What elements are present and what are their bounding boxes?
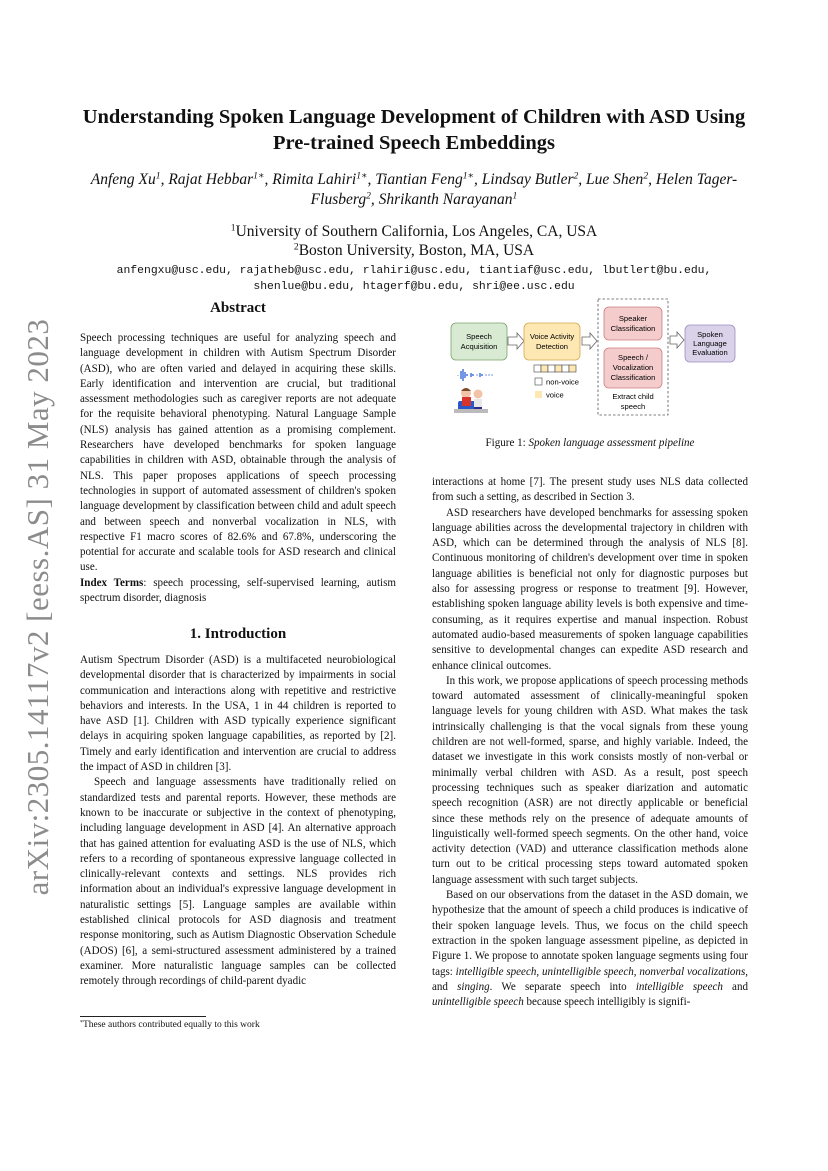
author: Helen Tager-Flusberg$^2$, bbox=[310, 171, 738, 208]
arxiv-stamp bbox=[10, 318, 66, 896]
box-label: Spoken bbox=[697, 330, 723, 339]
box-label: Speaker bbox=[618, 314, 648, 323]
footnote: *These authors contributed equally to this work bbox=[80, 1019, 260, 1030]
speaker-classification-box bbox=[604, 307, 662, 340]
speech-acquisition-box bbox=[451, 323, 507, 360]
abstract bbox=[80, 331, 396, 606]
author: Shrikanth Narayanan$^1$ bbox=[378, 190, 518, 208]
author: Rimita Lahiri$^{1∗}$, bbox=[272, 170, 376, 188]
author: Anfeng Xu$^1$, bbox=[90, 170, 169, 188]
box-label: Classification bbox=[610, 373, 656, 382]
arrow-icon bbox=[582, 333, 597, 349]
index-terms: Index Terms: speech processing, self-supervised learning, autism spectrum disorder, diagnosis bbox=[80, 576, 396, 605]
paragraph: interactions at home [7]. The present study uses NLS data collected from such a setting, as described in Section 3. bbox=[432, 476, 748, 504]
box-label: Acquisition bbox=[460, 342, 498, 351]
waveform-icon bbox=[458, 369, 492, 381]
intro-heading: 1. Introduction bbox=[189, 626, 287, 642]
paragraph: Based on our observations from the dataset in the ASD domain, we hypothesize that the amount of speech a child produces is indicative of their spoken language levels. Thus, we focus on the child speech extraction in the spoken language assessment pipeline, as depicted in Figure 1. We propose to annotate spoken language segments using four tags: intelligible speech, unintelligible speech, nonverbal vocalizations, and singing. We separate speech into intelligible speech and unintelligible speech because speech intelligibly is signifi- bbox=[432, 889, 749, 1009]
abstract-text: Speech processing techniques are useful for analyzing speech and language development in children with Autism Spectrum Disorder (ASD), who are often varied and delayed in acquiring these skills. Early identification and intervention are crucial, but traditional assessment methodologies such as caregiver reports are not adequate for the requisite behavioral phenotyping. Natural Language Sample (NLS) analysis has gained attention as a promising complement. Researchers have developed benchmarks for spoken language capabilities in children with ASD, obtainable through the analysis of NLS. This paper proposes applications of speech processing technologies in support of automated assessment of children's spoken language development by classification between child and adult speech and between speech and nonverbal vocalization in NLS, with respective F1 macro scores of 82.6% and 67.8%, underscoring the potential for accurate and scalable tools for ASD research and clinical use. bbox=[80, 332, 396, 574]
arxiv-identifier: arXiv:2305.14117v2 [eess.AS] 31 May 2023 bbox=[20, 318, 55, 896]
email-line: shenlue@bu.edu, htagerf@bu.edu, shri@ee.usc.edu bbox=[253, 281, 575, 293]
legend bbox=[535, 378, 579, 400]
affiliations bbox=[80, 222, 748, 260]
paragraph: Autism Spectrum Disorder (ASD) is a multifaceted neurobiological developmental disorder that is characterized by impairments in social communication and interactions along with repetitive and restrictive behaviors and interests. In the USA, 1 in 44 children is reported to have ASD [1]. Children with ASD typically experience significant delays in acquiring spoken language capabilities, as reported by [2]. Timely and early identification and intervention are crucial to address the impact of ASD in children [3]. bbox=[80, 654, 396, 774]
paper-title bbox=[80, 104, 748, 156]
box-label: Classification bbox=[610, 324, 656, 333]
vad-box bbox=[524, 323, 580, 360]
paragraph: In this work, we propose applications of speech processing methods toward automated assessment of clinically-meaningful spoken language levels for young children with ASD. What makes the task intrinsically challenging is that the vocal signals from these young children are not well-formed, sparse, and highly variable. Indeed, the dataset we investigate in this work consists mostly of non-verbal or minimally verbal children with ASD. As a result, post speech processing techniques such as speaker diarization and automatic speech recognition (ASR) are not directly applicable or beneficial since these methods rely on the presence of adequate amounts of linguistically well-formed speech segments. On the other hand, voice activity detection (VAD) and utterance classification methods alone turn out to be critical processing steps toward automated spoken language assessment with such target subjects. bbox=[432, 674, 748, 886]
box-label: Detection bbox=[535, 342, 569, 351]
intro-section bbox=[80, 653, 396, 990]
extract-label: Extract child bbox=[612, 392, 654, 401]
paragraph: ASD researchers have developed benchmarks for assessing spoken language abilities across the developmental trajectory in children with ASD, which can be determined through the analysis of NLS [8]. Continuous monitoring of children's development over time in spoken language abilities is beneficial not only for diagnostic purposes but also for assessing progress or response to treatment [9]. However, establishing spoken language ability levels is both expensive and time-consuming, as it requires expertise and manual inspection. Robust automated audio-based measurements of spoken language capabilities sensitive to developmental changes can expedite ASD research and enhance clinical outcomes. bbox=[432, 506, 748, 672]
spoken-language-evaluation-box bbox=[685, 325, 735, 362]
author: Rajat Hebbar$^{1∗}$, bbox=[168, 170, 273, 188]
paragraph: Speech and language assessments have traditionally relied on standardized tests and parental reports. However, these methods are known to be inaccurate or subjective in the context of phenotyping, including language development in ASD [4]. An alternative approach that has gained attention for evaluating ASD is the use of NLS, which refers to a recording of spontaneous expressive language collected in clinically-relevant contexts and settings. NLS provides rich information about an individual's expressive language development in naturalistic settings [5]. Language samples are available within established clinical protocols for ASD diagnosis and treatment response monitoring, such as Autism Diagnostic Observation Schedule (ADOS) [6], a semi-structured assessment administered by a trained examiner. More naturalistic language samples can be collected remotely through recordings of child-parent dyadic bbox=[80, 776, 396, 988]
email-line: anfengxu@usc.edu, rajatheb@usc.edu, rlahiri@usc.edu, tiantiaf@usc.edu, lbutlert@bu.edu, bbox=[116, 265, 712, 277]
box-label: Speech bbox=[466, 332, 492, 341]
legend-label: voice bbox=[546, 390, 564, 400]
extract-label: speech bbox=[620, 402, 646, 411]
box-label: Language bbox=[693, 339, 727, 348]
author: Lue Shen$^2$, bbox=[586, 170, 656, 188]
author: Lindsay Butler$^2$, bbox=[481, 170, 587, 188]
affiliation: $^1$University of Southern California, Los Angeles, CA, USA bbox=[230, 222, 598, 240]
box-label: Speech / bbox=[618, 353, 648, 362]
box-label: Vocalization bbox=[612, 363, 654, 372]
author-list bbox=[80, 170, 748, 210]
right-column bbox=[432, 475, 748, 1010]
title-line-1: Understanding Spoken Language Development of Children with ASD Using bbox=[82, 106, 746, 128]
figure-caption: Figure 1: Spoken language assessment pipeline bbox=[485, 437, 695, 449]
footnote-rule bbox=[80, 1016, 206, 1017]
author: Tiantian Feng$^{1∗}$, bbox=[375, 170, 482, 188]
figure-pipeline bbox=[446, 297, 768, 422]
affiliation: $^2$Boston University, Boston, MA, USA bbox=[293, 241, 535, 259]
arrow-icon bbox=[508, 333, 524, 349]
box-label: Evaluation bbox=[692, 348, 728, 357]
arrow-icon bbox=[670, 332, 684, 348]
children-playing-icon bbox=[454, 388, 488, 413]
segment-strip bbox=[534, 365, 576, 372]
legend-label: non-voice bbox=[546, 377, 579, 387]
email-list bbox=[80, 263, 748, 295]
abstract-heading: Abstract bbox=[210, 300, 266, 316]
vocalization-classification-box bbox=[604, 348, 662, 388]
box-label: Voice Activity bbox=[529, 332, 575, 341]
title-line-2: Pre-trained Speech Embeddings bbox=[272, 132, 556, 154]
